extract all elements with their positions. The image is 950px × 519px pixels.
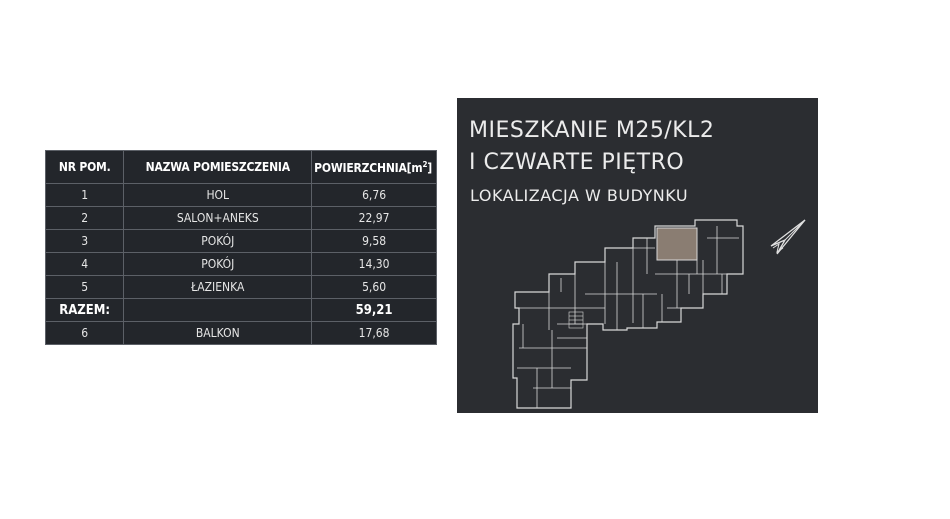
- table-row: [46, 184, 437, 207]
- building-outline: [513, 220, 743, 408]
- room-number: 4: [46, 253, 124, 276]
- apartment-title: MIESZKANIE M25/KL2: [469, 118, 715, 143]
- total-label: RAZEM:: [46, 299, 124, 322]
- room-area: 17,68: [312, 322, 437, 345]
- total-empty-cell: [124, 299, 312, 322]
- table-row: [46, 276, 437, 299]
- north-arrow-icon: [767, 218, 807, 258]
- room-area: 22,97: [312, 207, 437, 230]
- table-header-row: [46, 151, 437, 184]
- room-name: SALON+ANEKS: [124, 207, 312, 230]
- building-floorplan: [457, 98, 818, 413]
- location-subtitle: LOKALIZACJA W BUDYNKU: [470, 186, 689, 205]
- table-row: [46, 230, 437, 253]
- floor-title: I CZWARTE PIĘTRO: [469, 150, 685, 175]
- room-name: BALKON: [124, 322, 312, 345]
- highlighted-apartment: [657, 228, 697, 260]
- table-row: [46, 207, 437, 230]
- room-number: 1: [46, 184, 124, 207]
- room-name: HOL: [124, 184, 312, 207]
- room-number: 3: [46, 230, 124, 253]
- room-area-table: [45, 150, 437, 345]
- header-area: $POWIERZCHNIA[m^2]$: [312, 151, 437, 184]
- room-area: 9,58: [312, 230, 437, 253]
- table-row: [46, 253, 437, 276]
- total-area: 59,21: [312, 299, 437, 322]
- room-number: 2: [46, 207, 124, 230]
- room-area: 6,76: [312, 184, 437, 207]
- room-name: ŁAZIENKA: [124, 276, 312, 299]
- location-panel: [457, 98, 818, 413]
- room-area: 5,60: [312, 276, 437, 299]
- header-room-name: NAZWA POMIESZCZENIA: [124, 151, 312, 184]
- table-row: [46, 322, 437, 345]
- room-name: POKÓJ: [124, 230, 312, 253]
- room-number: 6: [46, 322, 124, 345]
- room-area: 14,30: [312, 253, 437, 276]
- room-number: 5: [46, 276, 124, 299]
- header-room-number: NR POM.: [46, 151, 124, 184]
- room-name: POKÓJ: [124, 253, 312, 276]
- total-row: [46, 299, 437, 322]
